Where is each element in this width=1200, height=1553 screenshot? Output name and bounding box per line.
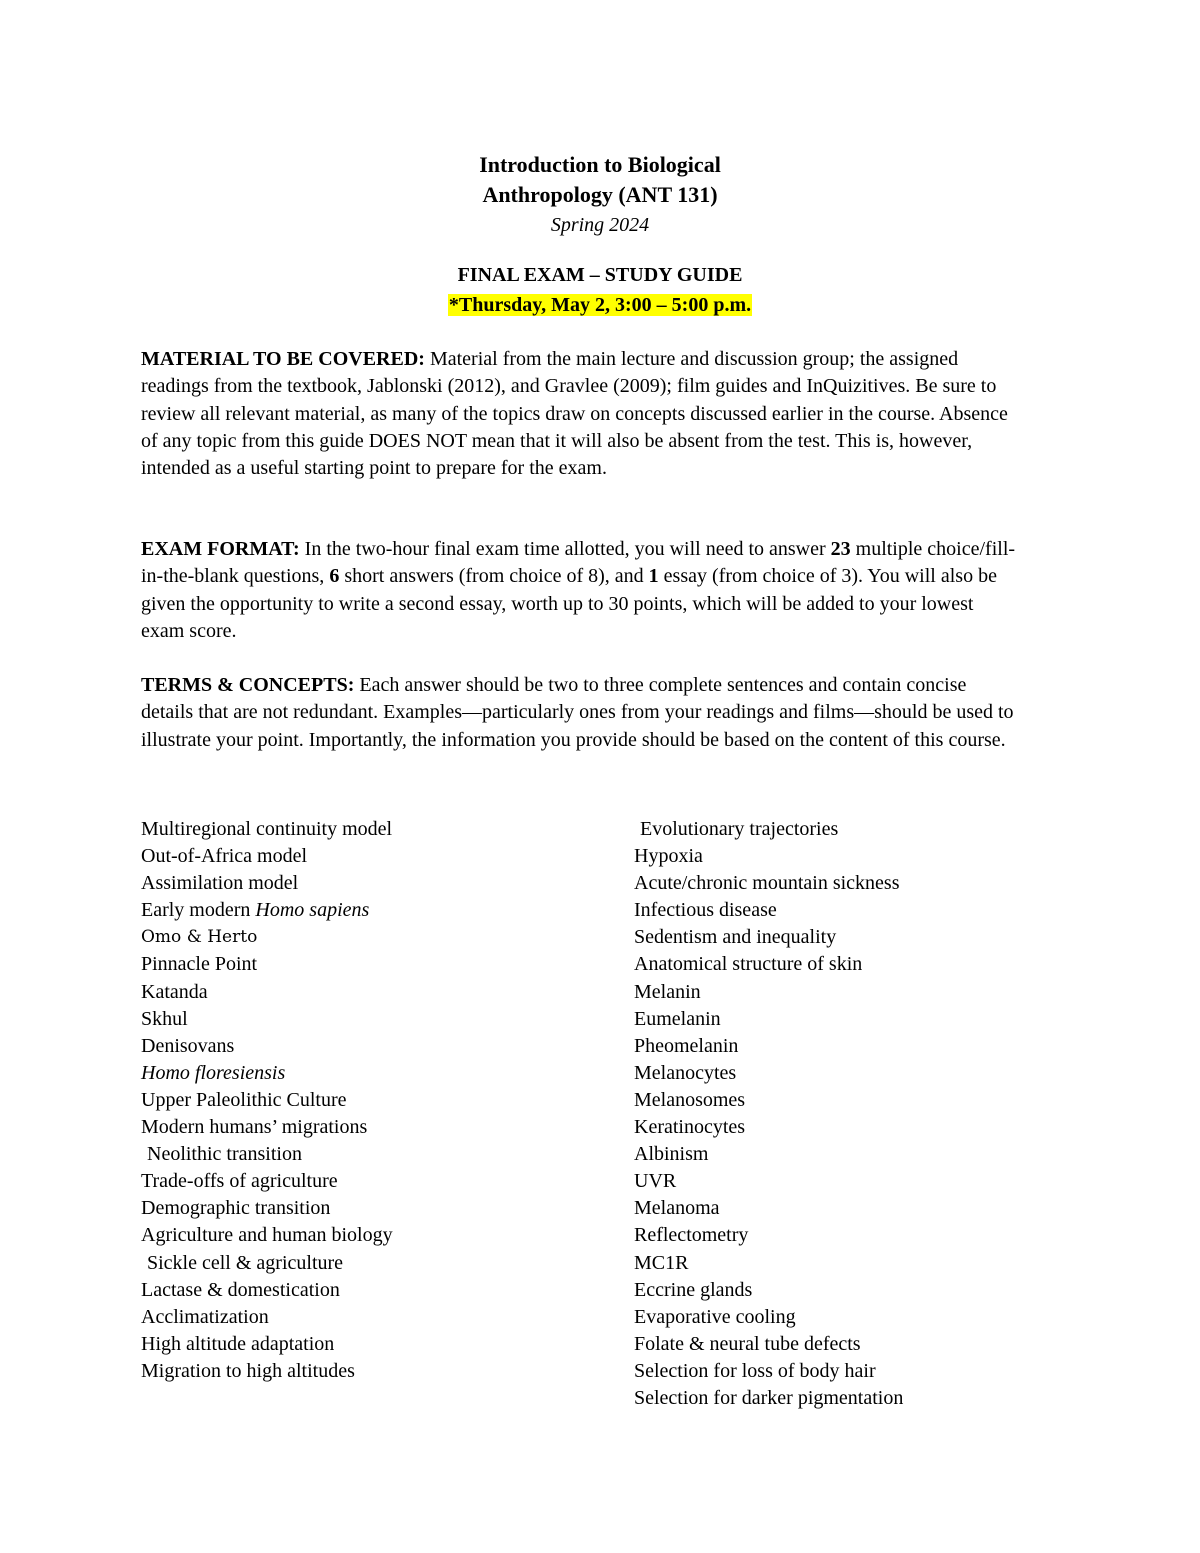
exam-format-text-3: short answers (from choice of 8), and (339, 565, 649, 588)
document-header (0, 150, 1200, 320)
list-item: Acclimatization (141, 1305, 269, 1328)
list-item: Katanda (141, 980, 208, 1003)
list-item: Lactase & domestication (141, 1278, 340, 1301)
exam-format-label: EXAM FORMAT: (141, 538, 300, 560)
material-section (141, 346, 1021, 482)
list-item: Folate & neural tube defects (634, 1332, 861, 1355)
list-item: Skhul (141, 1007, 188, 1030)
list-item: Sedentism and inequality (634, 926, 837, 949)
list-item: Evolutionary trajectories (640, 818, 839, 840)
list-item: Evaporative cooling (634, 1305, 796, 1328)
exam-date-highlight: *Thursday, May 2, 3:00 – 5:00 p.m. (448, 294, 752, 316)
terms-list-right (634, 816, 903, 1412)
list-item: Omo & Herto (141, 927, 258, 948)
material-paragraph (141, 346, 1021, 482)
list-item: Hypoxia (634, 845, 703, 868)
course-term: Spring 2024 (550, 214, 650, 236)
list-item: Melanocytes (634, 1061, 737, 1084)
list-item: Anatomical structure of skin (634, 953, 863, 976)
list-item: Keratinocytes (634, 1116, 746, 1139)
course-title-line-1: Introduction to Biological (479, 152, 721, 177)
header-spacer (0, 240, 1200, 260)
list-item: Melanoma (634, 1197, 720, 1220)
list-item: Upper Paleolithic Culture (141, 1088, 347, 1111)
list-item: Out-of-Africa model (141, 845, 308, 868)
exam-format-text-2: multiple choice/fill-in-the-blank questions, (141, 538, 1016, 588)
list-item: UVR (634, 1170, 677, 1193)
short-answer-count: 6 (329, 565, 340, 588)
multiple-choice-count: 23 (830, 538, 851, 560)
list-item: High altitude adaptation (141, 1332, 335, 1355)
list-item: Selection for darker pigmentation (634, 1386, 904, 1409)
list-item: Melanin (634, 980, 701, 1003)
terms-paragraph (141, 672, 1021, 754)
exam-format-section (141, 536, 1021, 645)
list-item: Multiregional continuity model (141, 818, 393, 840)
material-label: MATERIAL TO BE COVERED: (141, 348, 425, 370)
list-item: Sickle cell & agriculture (147, 1251, 344, 1274)
list-item: Homo floresiensis (141, 1061, 286, 1084)
list-item: MC1R (634, 1251, 689, 1274)
terms-text: Each answer should be two to three complete sentences and contain concise details that are not redundant. Examples—particularly ones from your readings and films—should be used to illustrate your point. Importantly, the information you provide should be based on the content of this course. (141, 674, 1014, 751)
list-item: Assimilation model (141, 872, 299, 895)
exam-title: FINAL EXAM – STUDY GUIDE (457, 264, 743, 286)
list-item: Selection for loss of body hair (634, 1359, 876, 1382)
course-title-line-2: Anthropology (ANT 131) (482, 182, 718, 207)
list-item: Acute/chronic mountain sickness (634, 872, 900, 895)
exam-date (0, 290, 1200, 320)
list-item: Albinism (634, 1143, 709, 1166)
list-item: Melanosomes (634, 1088, 746, 1111)
list-item: Eccrine glands (634, 1278, 753, 1301)
exam-format-text-4: essay (from choice of 3). You will also be given the opportunity to write a second essay, worth up to 30 points, which will be added to your lowest exam score. (141, 565, 997, 642)
list-item: Trade-offs of agriculture (141, 1170, 338, 1193)
material-text: Material from the main lecture and discussion group; the assigned readings from the textbook, Jablonski (2012), and Gravlee (2009); film guides and InQuizitives. Be sure to review all relevant material, as many of the topics draw on concepts discussed earlier in the course. Absence of any topic from this guide DOES NOT mean that it will also be absent from the test. This is, however, intended as a useful starting point to prepare for the exam. (141, 348, 1008, 480)
list-item (141, 897, 393, 924)
list-item: Pheomelanin (634, 1034, 739, 1057)
list-item: Denisovans (141, 1034, 235, 1057)
list-item: Eumelanin (634, 1007, 721, 1030)
list-item: Reflectometry (634, 1224, 749, 1247)
list-item-text: Early modern (141, 899, 256, 922)
list-item: Migration to high altitudes (141, 1359, 355, 1382)
list-item: Infectious disease (634, 899, 777, 922)
terms-label: TERMS & CONCEPTS: (141, 674, 355, 696)
list-item-italic-text: Homo sapiens (255, 899, 370, 922)
terms-list-left (141, 816, 393, 1385)
essay-count: 1 (648, 565, 659, 588)
list-item: Agriculture and human biology (141, 1224, 393, 1247)
list-item: Demographic transition (141, 1197, 331, 1220)
list-item: Pinnacle Point (141, 953, 258, 976)
list-item: Neolithic transition (147, 1143, 302, 1166)
exam-format-paragraph (141, 536, 1021, 645)
list-item: Modern humans’ migrations (141, 1116, 368, 1139)
exam-format-text-1: In the two-hour final exam time allotted, you will need to answer (299, 538, 831, 560)
terms-section (141, 672, 1021, 754)
